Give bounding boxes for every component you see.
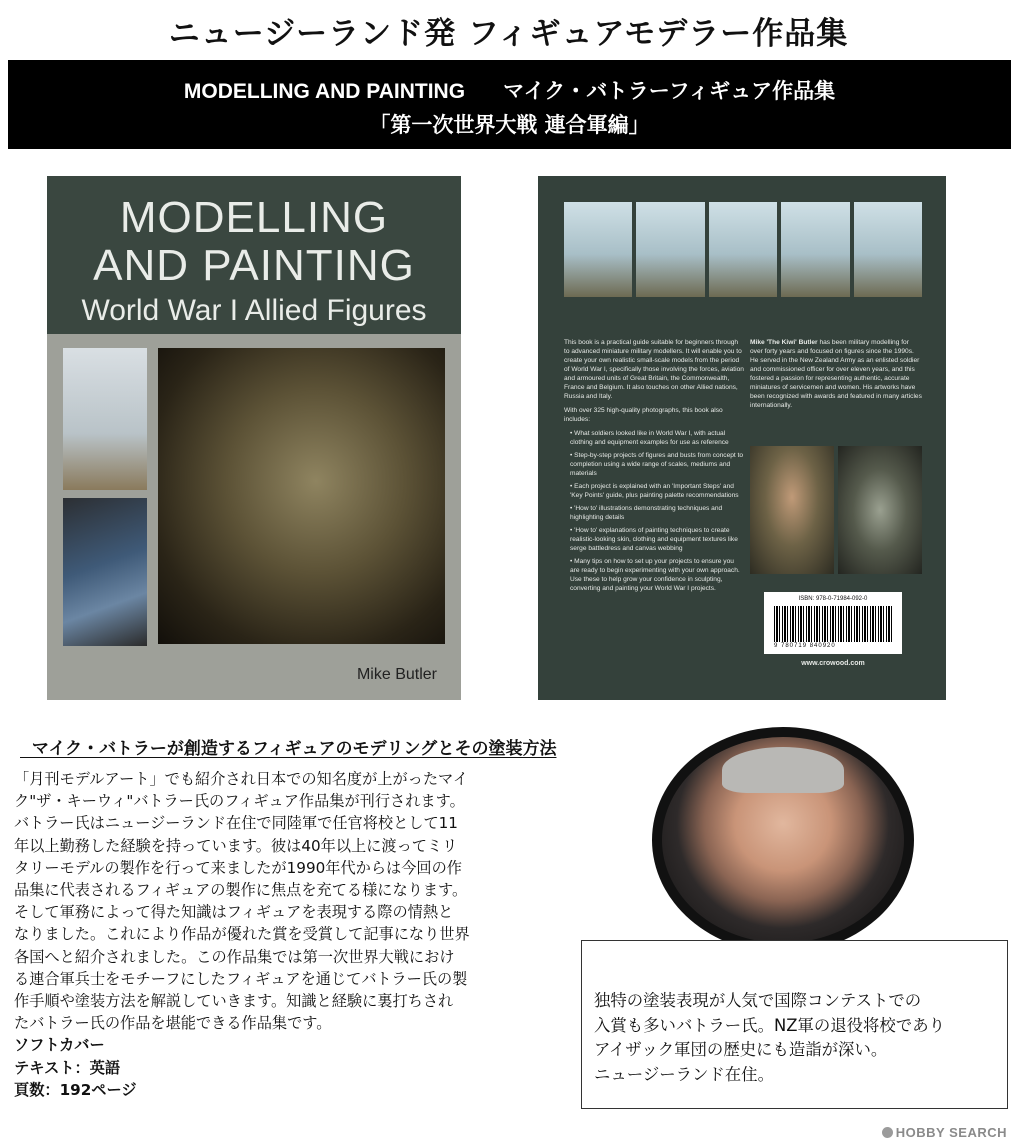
title-banner <box>8 60 1011 149</box>
author-portrait <box>662 737 904 943</box>
section-subheading: マイク・バトラーが創造するフィギュアのモデリングとその塗装方法 <box>20 739 557 759</box>
list-item: • 'How to' explanations of painting techniques to create realistic-looking skin, clothing and equipment textures like serge battledress and canvas webbing <box>570 526 744 553</box>
back-author-bio-text: has been military modelling for over forty years and focused on figures since the 1990s. He served in the New Zealand Army as an enlisted soldier and commissioned officer for over eleven years, and this fostered a passion for representing authentic, accurate miniatures of servicemen and women. His artworks have been recognized with awards and featured in many articles internationally. <box>750 339 922 409</box>
description-line: 「月刊モデルアート」でも紹介され日本での知名度が上がったマイ <box>14 770 469 788</box>
figure-thumb <box>854 202 922 297</box>
description-line: 年以上勤務した経験を持っています。彼は40年以上に渡ってミリ <box>14 836 458 855</box>
back-cover-blurb <box>564 338 744 597</box>
figure-thumb <box>636 202 704 297</box>
page-title: ニュージーランド発 フィギュアモデラー作品集 <box>168 16 849 52</box>
banner-english-title: MODELLING AND PAINTING <box>183 80 466 103</box>
description-line: 作手順や塗装方法を解説していきます。知識と経験に裏打ちされ <box>14 992 454 1011</box>
description-line: バトラー氏はニュージーランド在住で同陸軍で任官将校として11 <box>14 814 458 833</box>
banner-subtitle: 「第一次世界大戦 連合軍編」 <box>369 113 650 137</box>
publisher-url: www.crowood.com <box>801 660 865 667</box>
description-line: 各国へと紹介されました。この作品集では第一次世界大戦におけ <box>14 947 455 966</box>
front-cover-image <box>47 176 461 700</box>
bio-line: ニュージーランド在住。 <box>594 1064 774 1084</box>
spec-pages: 頁数：192ページ <box>14 1080 137 1099</box>
back-cover-figure-strip <box>564 202 922 297</box>
back-author-name: Mike 'The Kiwi' Butler <box>750 339 818 346</box>
list-item: • What soldiers looked like in World War I, with actual clothing and equipment examples for use as reference <box>570 429 744 447</box>
figure-thumb <box>781 202 849 297</box>
barcode-bars <box>774 606 892 642</box>
bio-line: アイザック軍団の歴史にも造詣が深い。 <box>594 1040 888 1059</box>
spec-language: テキスト：英語 <box>14 1058 121 1077</box>
isbn-text: ISBN: 978-0-71984-092-0 <box>798 596 868 602</box>
figure-thumb <box>564 202 632 297</box>
front-title-line2: AND PAINTING <box>93 241 415 290</box>
watermark-logo-icon <box>882 1127 893 1138</box>
description-line: たバトラー氏の作品を堪能できる作品集です。 <box>14 1014 332 1033</box>
list-item: • Many tips on how to set up your projects to ensure you are ready to begin experimenting with your own approach. Use these to help grow your confidence in sculpting, converting and painting your World War I projects. <box>570 557 744 593</box>
blurb-photos-line: With over 325 high-quality photographs, this book also includes: <box>564 407 723 423</box>
figure-thumb <box>709 202 777 297</box>
description-line: ク"ザ・キーウィ"バトラー氏のフィギュア作品集が刊行されます。 <box>14 792 465 811</box>
description-line: る連合軍兵士をモチーフにしたフィギュアを通じてバトラー氏の製 <box>14 969 468 988</box>
blurb-bullet-list <box>564 429 744 593</box>
description-line: なりました。これにより作品が優れた賞を受賞して記事になり世界 <box>14 925 470 944</box>
description-line: タリーモデルの製作を行って来ましたが1990年代からは今回の作 <box>14 858 462 877</box>
description-line: そして軍務によって得た知識はフィギュアを表現する際の情熱と <box>14 903 454 922</box>
front-title-line3: World War I Allied Figures <box>81 294 427 327</box>
blurb-intro: This book is a practical guide suitable for beginners through to advanced miniature military modellers. It will enable you to create your own realistic small-scale models from the period of World War I, specifically those involving the forces, aviation and armoured units of Great Britain, the Commonwealth, France and Belgium. It also touches on other Allied nations, Russia and Italy. <box>564 339 744 400</box>
back-cover-author-bio <box>750 338 922 415</box>
watermark <box>882 1125 1007 1140</box>
back-cover-image <box>538 176 946 700</box>
watermark-text: HOBBY SEARCH <box>895 1125 1007 1140</box>
front-cover-author: Mike Butler <box>356 666 437 683</box>
author-bio-box <box>581 940 1008 1109</box>
spec-binding: ソフトカバー <box>14 1036 105 1055</box>
figure-photo-soldier <box>63 348 147 490</box>
figure-photo-diorama <box>158 348 445 644</box>
description-text <box>14 768 534 1101</box>
banner-japanese-title: マイク・バトラーフィギュア作品集 <box>503 79 836 103</box>
bust-photo-webbing <box>838 446 922 574</box>
front-title-line1: MODELLING <box>119 193 389 242</box>
figure-photo-bust <box>63 498 147 646</box>
list-item: • 'How to' illustrations demonstrating techniques and highlighting details <box>570 504 744 522</box>
barcode-box <box>764 592 902 654</box>
front-cover-title <box>47 193 461 327</box>
list-item: • Each project is explained with an 'Important Steps' and 'Key Points' guide, plus painting palette recommendations <box>570 482 744 500</box>
bust-photo-hat <box>750 446 834 574</box>
bio-line: 入賞も多いバトラー氏。NZ軍の退役将校であり <box>594 1015 945 1035</box>
description-line: 品集に代表されるフィギュアの製作に焦点を充てる様になります。 <box>14 881 468 900</box>
bio-line: 独特の塗装表現が人気で国際コンテストでの <box>594 991 922 1010</box>
barcode-number: 9 780719 840920 <box>774 643 836 649</box>
list-item: • Step-by-step projects of figures and busts from concept to completion using a wide range of scales, mediums and materials <box>570 451 744 478</box>
